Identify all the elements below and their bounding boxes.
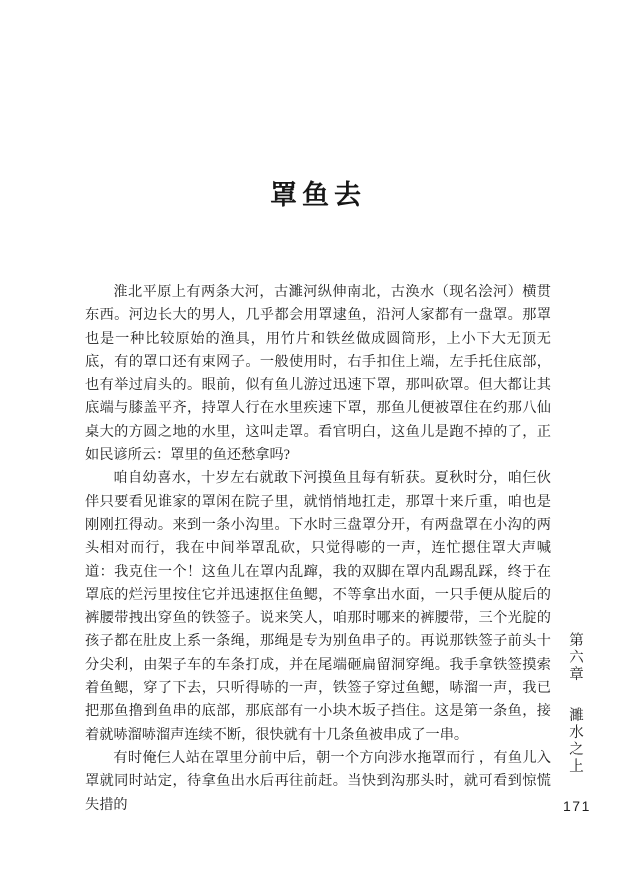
page-number: 171 bbox=[563, 798, 591, 814]
paragraph-1: 淮北平原上有两条大河，古濉河纵伸南北，古涣水（现名浍河）横贯东西。河边长大的男人，几乎都会用罩逮鱼，沿河人家都有一盘罩。那罩也是一种比较原始的渔具，用竹片和铁丝做成圆筒形，上小下大无顶无底，有的罩口还有束网子。一般使用时，右手扣住上端，左手托住底部，也有举过肩头的。眼前，似有鱼儿游过迅速下罩，那叫砍罩。但大都让其底端与膝盖平齐，持罩人行在水里疾速下罩，那鱼儿便被罩住在约那八仙桌大的方圆之地的水里，这叫走罩。看官明白，这鱼儿是跑不掉的了，正如民谚所云：罩里的鱼还愁拿吗? bbox=[85, 284, 551, 464]
chapter-marker bbox=[566, 632, 583, 775]
chapter-number: 第六章 bbox=[567, 632, 583, 683]
paragraph-3: 有时俺仨人站在罩里分前中后，朝一个方向涉水拖罩而行 ，有鱼儿入罩就同时站定，待拿鱼出水后再往前赶。当快到沟那头时，就可看到惊慌失措的 bbox=[85, 749, 551, 813]
paragraph-2: 咱自幼喜水，十岁左右就敢下河摸鱼且每有斩获。夏秋时分，咱仨伙伴只要看见谁家的罩闲在院子里，就悄悄地扛走，那罩十来斤重，咱也是刚刚扛得动。来到一条小沟里。下水时三盘罩分开，有两盘罩在小沟的两头相对而行，我在中间举罩乱砍，只觉得嘭的一声，连忙摁住罩大声喊道：我克住一个！这鱼儿在罩内乱蹿，我的双脚在罩内乱踢乱踩，终于在罩底的烂污里按住它并迅速抠住鱼鳃，不等拿出水面，一只手便从腚后的裤腰带拽出穿鱼的铁签子。说来笑人，咱那时哪来的裤腰带，三个光腚的孩子都在肚皮上系一条绳，那绳是专为别鱼串子的。再说那铁签子前头十分尖利，由架子车的车条打成，并在尾端砸扁留洞穿绳。我手拿铁签摸索着鱼鳃，穿了下去，只听得哧的一声，铁签子穿过鱼鳃，哧溜一声，我已把那鱼撸到鱼串的底部，那底部有一小块木坂子挡住。这是第一条鱼，接着就哧溜哧溜声连续不断，很快就有十几条鱼被串成了一串。 bbox=[85, 470, 551, 743]
body-text bbox=[85, 281, 551, 817]
chapter-title: 濉水之上 bbox=[567, 707, 583, 776]
page-title: 罩鱼去 bbox=[270, 180, 366, 210]
